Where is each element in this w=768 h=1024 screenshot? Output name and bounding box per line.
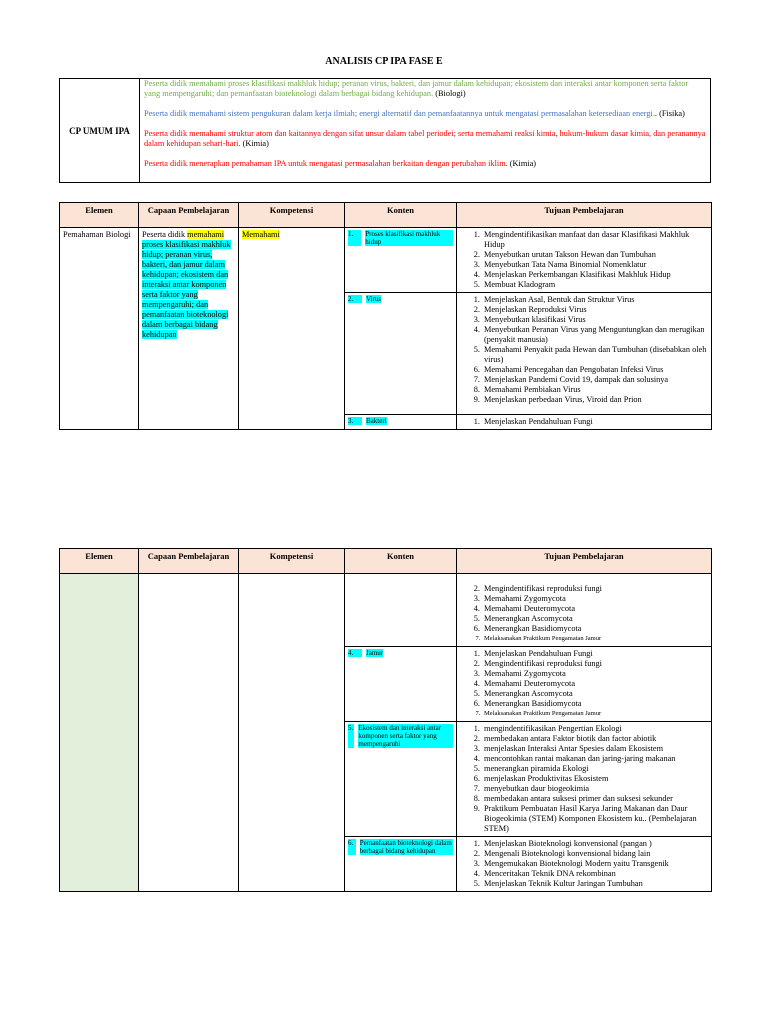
list-item: 6. Menerangkan Basidiomycota: [482, 624, 708, 634]
konten-text: Jamur: [366, 649, 384, 657]
tujuan-cell: [457, 837, 712, 892]
list-item: 5. Menerangkan Ascomycota: [482, 689, 708, 699]
tujuan-list: [460, 649, 708, 719]
kompetensi-cell: [239, 228, 345, 430]
list-item: 6. menjelaskan Produktivitas Ekosistem: [482, 774, 708, 784]
list-item: 2. Mengindentifikasi reproduksi fungi: [482, 584, 708, 594]
list-item: 3. menjelaskan Interaksi Antar Spesies dalam Ekosistem: [482, 744, 708, 754]
tujuan-list: [460, 417, 708, 427]
capaian-verb: memahami: [187, 230, 225, 239]
cp-paragraph: [144, 159, 706, 169]
cp-paragraph-subject: (Biologi): [433, 89, 466, 98]
list-item: 5. Membuat Kladogram: [482, 280, 708, 290]
table-row: [60, 574, 712, 647]
list-item: 6. Memahami Pencegahan dan Pengobatan Infeksi Virus: [482, 365, 708, 375]
cp-umum-content: [140, 79, 710, 182]
list-item: 7. Melaksanakan Praktikum Pengamatan Jamur: [482, 634, 708, 644]
header-capaian: Capaan Pembelajaran: [139, 203, 239, 228]
list-item: 2. Menjelaskan Reproduksi Virus: [482, 305, 708, 315]
list-item: 1. Menjelaskan Pendahuluan Fungi: [482, 649, 708, 659]
cp-umum-box: [59, 78, 711, 183]
konten-text: Pemanfaatan bioteknologi dalam berbagai bidang kehidupan: [359, 839, 452, 855]
table-header-row: [60, 549, 712, 574]
konten-cell: [345, 722, 457, 837]
tujuan-list: [460, 584, 708, 644]
tujuan-cell: [457, 574, 712, 647]
list-item: 7. Melaksanakan Praktikum Pengamatan Jamur: [482, 709, 708, 719]
header-capaian: Capaan Pembelajaran: [139, 549, 239, 574]
konten-number: 5.: [348, 724, 354, 748]
konten-number: 1.: [348, 230, 361, 246]
analysis-table-1: [59, 202, 712, 430]
cp-paragraph-text: Peserta didik menerapkan pemahaman IPA untuk mengatasi permasalahan berkaitan dengan perubahan iklim.: [144, 159, 508, 168]
konten-cell: [345, 837, 457, 892]
cp-paragraph: [144, 129, 706, 149]
list-item: 9. Praktikum Pembuatan Hasil Karya Jaring Makanan dan Daur Biogeokimia (STEM) Komponen Ekosistem ku.. (Pembelajaran STEM): [482, 804, 708, 834]
list-item: 1. Menjelaskan Pendahuluan Fungi: [482, 417, 708, 427]
cp-paragraph-subject: (Kimia): [240, 139, 269, 148]
elemen-cell: Pemahaman Biologi: [60, 228, 139, 430]
capaian-cell: [139, 574, 239, 892]
cp-paragraph-text: Peserta didik memahami proses klasifikasi makhluk hidup; peranan virus, bakteri, dan jamur dalam kehidupan; ekosistem dan interaksi antar komponen serta faktor yang mempengaruhi; dan pemanfaatan bioteknologi dalam berbagai bidang kehidupan.: [144, 79, 689, 98]
konten-cell: [345, 293, 457, 415]
list-item: 5. Memahami Penyakit pada Hewan dan Tumbuhan (disebabkan oleh virus): [482, 345, 708, 365]
list-item: 2. Mengenali Bioteknologi konvensional bidang lain: [482, 849, 708, 859]
elemen-cell: [60, 574, 139, 892]
cp-paragraph: [144, 79, 706, 99]
konten-text: Proses klasifikasi makhluk hidup: [365, 230, 453, 246]
header-elemen: Elemen: [60, 549, 139, 574]
cp-paragraph-text: Peserta didik memahami struktur atom dan kaitannya dengan sifat unsur dalam tabel periodei; serta memahami reaksi kimia, hukum-hukum dasar kimia, dan peranannya dalam kehidupan sehari-hari.: [144, 129, 706, 148]
list-item: 3. Mengemukakan Bioteknologi Modern yaitu Transgenik: [482, 859, 708, 869]
tujuan-list: [460, 230, 708, 290]
list-item: 5. Menjelaskan Teknik Kultur Jaringan Tumbuhan: [482, 879, 708, 889]
table-row: [60, 228, 712, 293]
tujuan-cell: [457, 647, 712, 722]
konten-cell: [345, 647, 457, 722]
list-item: 7. Menjelaskan Pandemi Covid 19, dampak dan solusinya: [482, 375, 708, 385]
list-item: 1. mengindentifikasikan Pengertian Ekologi: [482, 724, 708, 734]
konten-number: 3.: [348, 417, 362, 425]
header-konten: Konten: [345, 203, 457, 228]
tujuan-list: [460, 839, 708, 889]
konten-number: 4.: [348, 649, 362, 657]
capaian-prefix: Peserta didik: [142, 230, 188, 239]
list-item: 4. Menyebutkan Peranan Virus yang Menguntungkan dan merugikan (penyakit manusia): [482, 325, 708, 345]
capaian-scope: proses klasifikasi makhluk hidup; peranan virus, bakteri, dan jamur dalam kehidupan; ekosistem dan interaksi antar komponen serta faktor yang mempengaruhi; dan pemanfaatan bioteknologi dalam berbagai bidang kehidupan: [142, 240, 231, 339]
list-item: 3. Menyebutkan Tata Nama Binomial Nomenklatur: [482, 260, 708, 270]
list-item: 3. Menyebutkan klasifikasi Virus: [482, 315, 708, 325]
analysis-table-2: [59, 548, 712, 892]
list-item: 3. Memahami Zygomycota: [482, 669, 708, 679]
konten-text: Ekosistem dan interaksi antar komponen serta faktor yang mempengaruhi: [358, 724, 453, 748]
header-tujuan: Tujuan Pembelajaran: [457, 549, 712, 574]
list-item: 5. menerangkan piramida Ekologi: [482, 764, 708, 774]
header-tujuan: Tujuan Pembelajaran: [457, 203, 712, 228]
tujuan-cell: [457, 293, 712, 415]
konten-number: 2.: [348, 295, 362, 303]
konten-text: Virus: [366, 295, 382, 303]
kompetensi-text: Memahami: [242, 230, 280, 239]
list-item: 8. Memahami Pembiakan Virus: [482, 385, 708, 395]
list-item: 5. Menerangkan Ascomycota: [482, 614, 708, 624]
cp-paragraph: [144, 109, 706, 119]
list-item: 4. Menceritakan Teknik DNA rekombinan: [482, 869, 708, 879]
konten-number: 6.: [348, 839, 356, 855]
list-item: 4. Memahami Deuteromycota: [482, 679, 708, 689]
konten-text: Bakteri: [366, 417, 387, 425]
list-item: 4. Menjelaskan Perkembangan Klasifikasi Makhluk Hidup: [482, 270, 708, 280]
header-elemen: Elemen: [60, 203, 139, 228]
list-item: 9. Menjelaskan perbedaan Virus, Viroid dan Prion: [482, 395, 708, 405]
header-kompetensi: Kompetensi: [239, 203, 345, 228]
page-title: ANALISIS CP IPA FASE E: [325, 56, 443, 67]
tujuan-cell: [457, 722, 712, 837]
cp-umum-label: CP UMUM IPA: [60, 79, 140, 182]
konten-cell: [345, 228, 457, 293]
konten-cell: [345, 415, 457, 430]
kompetensi-cell: [239, 574, 345, 892]
list-item: 6. Menerangkan Basidiomycota: [482, 699, 708, 709]
list-item: 1. Menjelaskan Bioteknologi konvensional (pangan ): [482, 839, 708, 849]
list-item: 2. Mengindentifikasi reproduksi fungi: [482, 659, 708, 669]
header-konten: Konten: [345, 549, 457, 574]
tujuan-cell: [457, 415, 712, 430]
konten-cell: [345, 574, 457, 647]
list-item: 4. Memahami Deuteromycota: [482, 604, 708, 614]
list-item: 2. Menyebutkan urutan Takson Hewan dan Tumbuhan: [482, 250, 708, 260]
list-item: 4. mencontohkan rantai makanan dan jaring-jaring makanan: [482, 754, 708, 764]
tujuan-cell: [457, 228, 712, 293]
header-kompetensi: Kompetensi: [239, 549, 345, 574]
cp-paragraph-subject: . (Fisika): [654, 109, 685, 118]
list-item: 3. Memahami Zygomycota: [482, 594, 708, 604]
list-item: 7. menyebutkan daur biogeokimia: [482, 784, 708, 794]
cp-paragraph-subject: (Kimia): [507, 159, 537, 168]
list-item: 8. membedakan antara suksesi primer dan suksesi sekunder: [482, 794, 708, 804]
list-item: 1. Mengindentifikasikan manfaat dan dasar Klasifikasi Makhluk Hidup: [482, 230, 708, 250]
table-header-row: [60, 203, 712, 228]
tujuan-list: [460, 295, 708, 405]
tujuan-list: [460, 724, 708, 834]
cp-paragraph-text: Peserta didik memahami sistem pengukuran dalam kerja ilmiah; energi alternatif dan pemanfaatannya untuk mengatasi permasalahan ketersediaan energi.: [144, 109, 655, 118]
capaian-cell: [139, 228, 239, 430]
list-item: 1. Menjelaskan Asal, Bentuk dan Struktur Virus: [482, 295, 708, 305]
list-item: 2. membedakan antara Faktor biotik dan factor abiotik: [482, 734, 708, 744]
